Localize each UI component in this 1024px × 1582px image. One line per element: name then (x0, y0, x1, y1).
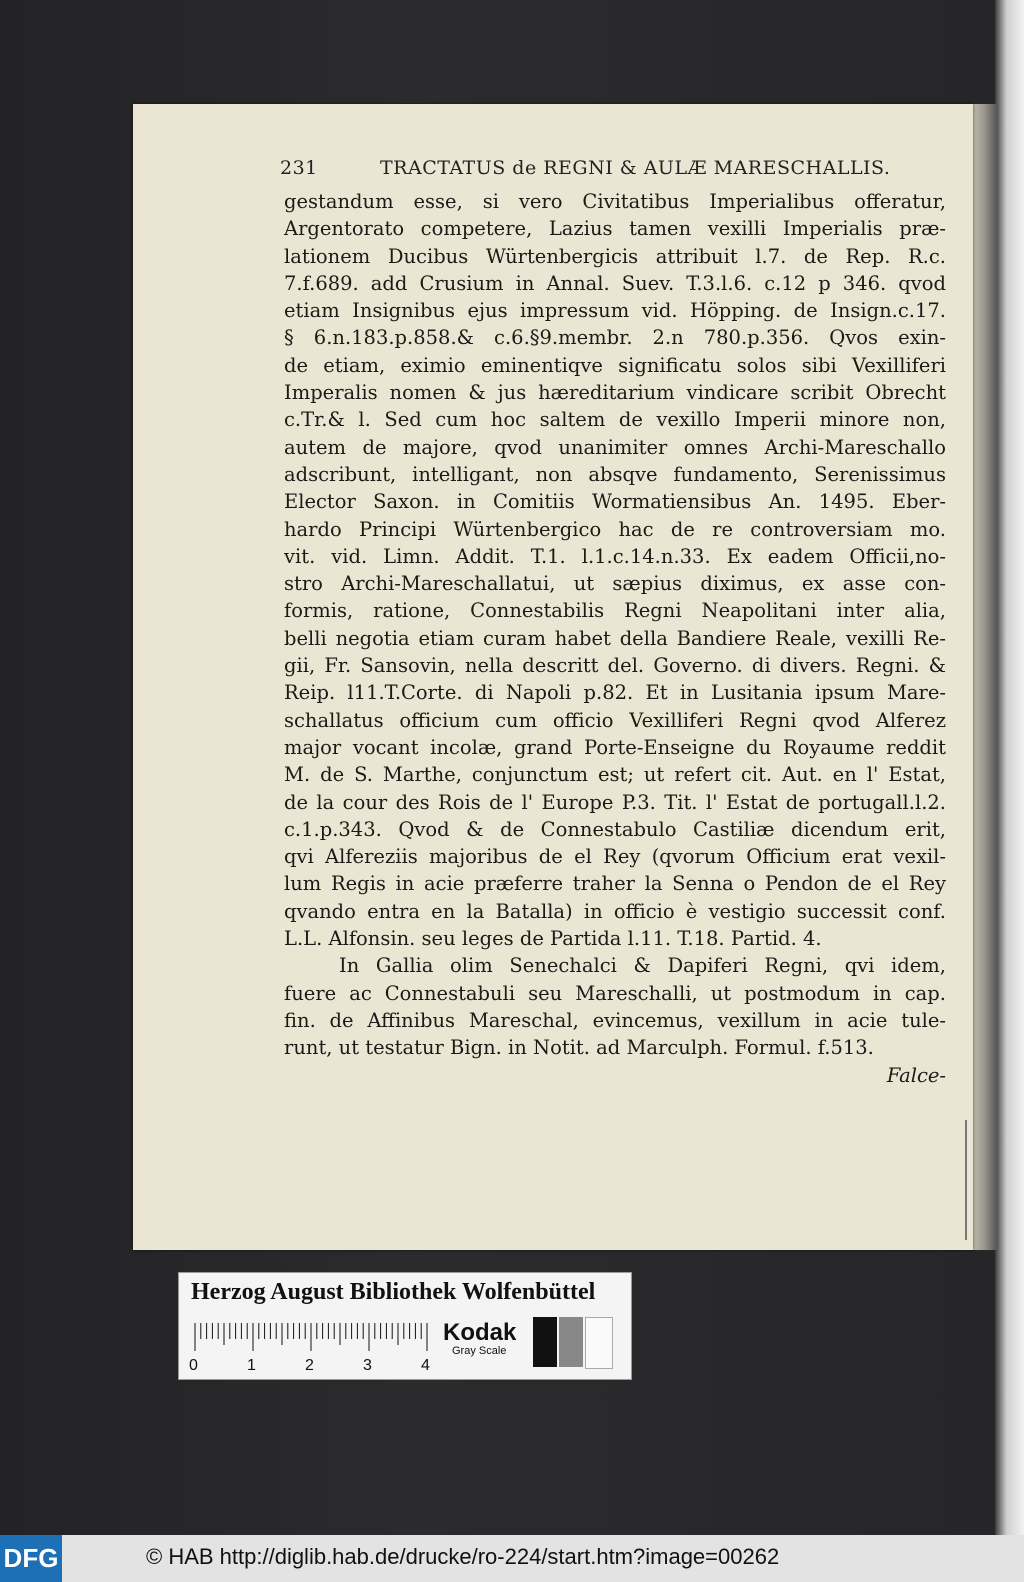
body-text (284, 188, 946, 1089)
running-title: TRACTATUS de REGNI & AULÆ MARESCHALLIS. (380, 157, 891, 179)
text-line: gestandum esse, si vero Civitatibus Imperialibus offeratur, (284, 190, 946, 213)
text-line: Reip. l11.T.Corte. di Napoli p.82. Et in Lusitania ipsum Mare- (284, 681, 946, 705)
text-line: adscribunt, intelligant, non absqve fundamento, Serenissimus (284, 462, 946, 486)
dfg-logo: DFG (0, 1535, 62, 1582)
text-line: § 6.n.183.p.858.& c.6.§9.membr. 2.n 780.p.356. Qvos exin- (284, 326, 946, 350)
text-line: L.L. Alfonsin. seu leges de Partida l.11. T.18. Partid. 4. (284, 927, 822, 951)
running-head (280, 157, 940, 179)
black-swatch (533, 1317, 557, 1367)
text-line: autem de majore, qvod unanimiter omnes Archi-Mareschallo (284, 435, 946, 459)
text-line: fuere ac Connestabuli seu Mareschalli, ut postmodum in cap. (284, 981, 946, 1005)
text-line: qvando entra en la Batalla) in officio è vestigio successit conf. (284, 899, 946, 923)
text-line: de etiam, eximio eminentiqve significatu solos sibi Vexilliferi (284, 353, 946, 377)
ruler-number: 2 (305, 1357, 314, 1374)
text-line: etiam Insignibus ejus impressum vid. Höpping. de Insign.c.17. (284, 299, 946, 323)
text-line: de la cour des Rois de l' Europe P.3. Tit. l' Estat de portugall.l.2. (284, 790, 946, 814)
text-line: schallatus officium cum officio Vexilliferi Regni qvod Alferez (284, 708, 946, 732)
text-line: major vocant incolæ, grand Porte-Enseigne du Royaume reddit (284, 735, 946, 759)
white-swatch (585, 1317, 613, 1369)
page-gutter-strip (995, 0, 1024, 1535)
card-title: Herzog August Bibliothek Wolfenbüttel (191, 1279, 596, 1305)
text-line: 7.f.689. add Crusium in Annal. Suev. T.3.l.6. c.12 p 346. qvod (284, 271, 946, 295)
kodak-logo: Kodak (443, 1319, 517, 1346)
fold-mark (965, 1120, 967, 1240)
text-line: stro Archi-Mareschallatui, ut sæpius diximus, ex asse con- (284, 572, 946, 596)
ruler-number: 3 (363, 1357, 372, 1374)
text-line: gii, Fr. Sansovin, nella descritt del. Governo. di divers. Regni. & (284, 654, 946, 678)
text-line: runt, ut testatur Bign. in Notit. ad Marculph. Formul. f.513. (284, 1036, 874, 1060)
ruler-numbers (189, 1357, 429, 1377)
text-line: Elector Saxon. in Comitiis Wormatiensibus An. 1495. Eber- (284, 490, 946, 514)
ruler-number: 1 (247, 1357, 256, 1374)
page-number: 231 (280, 157, 318, 179)
text-line: qvi Alfereziis majoribus de el Rey (qvorum Officium erat vexil- (284, 845, 946, 869)
text-line: c.Tr.& l. Sed cum hoc saltem de vexillo Imperii minore non, (284, 408, 946, 432)
ruler-scale (193, 1323, 429, 1351)
text-line: lum Regis in acie præferre traher la Senna o Pendon de el Rey (284, 872, 946, 896)
text-line: Imperalis nomen & jus hæreditarium vindicare scribit Obrecht (284, 381, 946, 405)
color-reference-card (178, 1272, 632, 1380)
text-line: M. de S. Marthe, conjunctum est; ut refert cit. Aut. en l' Estat, (284, 763, 946, 787)
catchword: Falce- (886, 1063, 946, 1087)
text-line: fin. de Affinibus Mareschal, evincemus, vexillum in acie tule- (284, 1008, 946, 1032)
text-line: In Gallia olim Senechalci & Dapiferi Regni, qvi idem, (339, 954, 946, 978)
footer-bar (0, 1535, 1024, 1582)
gray-swatch (559, 1317, 583, 1367)
footer-copyright: © HAB http://diglib.hab.de/drucke/ro-224/start.htm?image=00262 (146, 1544, 780, 1569)
text-line: vit. vid. Limn. Addit. T.1. l.1.c.14.n.33. Ex eadem Officii,no- (284, 544, 946, 568)
text-line: lationem Ducibus Würtenbergicis attribuit l.7. de Rep. R.c. (284, 244, 946, 268)
text-line: belli negotia etiam curam habet della Bandiere Reale, vexilli Re- (284, 626, 946, 650)
text-line: Argentorato competere, Lazius tamen vexilli Imperialis præ- (284, 217, 946, 241)
text-line: c.1.p.343. Qvod & de Connestabulo Castiliæ dicendum erit, (284, 817, 946, 841)
ruler-number: 0 (189, 1357, 198, 1374)
text-line: formis, ratione, Connestabilis Regni Neapolitani inter alia, (284, 599, 946, 623)
ruler-number: 4 (421, 1357, 430, 1374)
text-line: hardo Principi Würtenbergico hac de re controversiam mo. (284, 517, 946, 541)
gray-scale-label: Gray Scale (452, 1345, 507, 1357)
